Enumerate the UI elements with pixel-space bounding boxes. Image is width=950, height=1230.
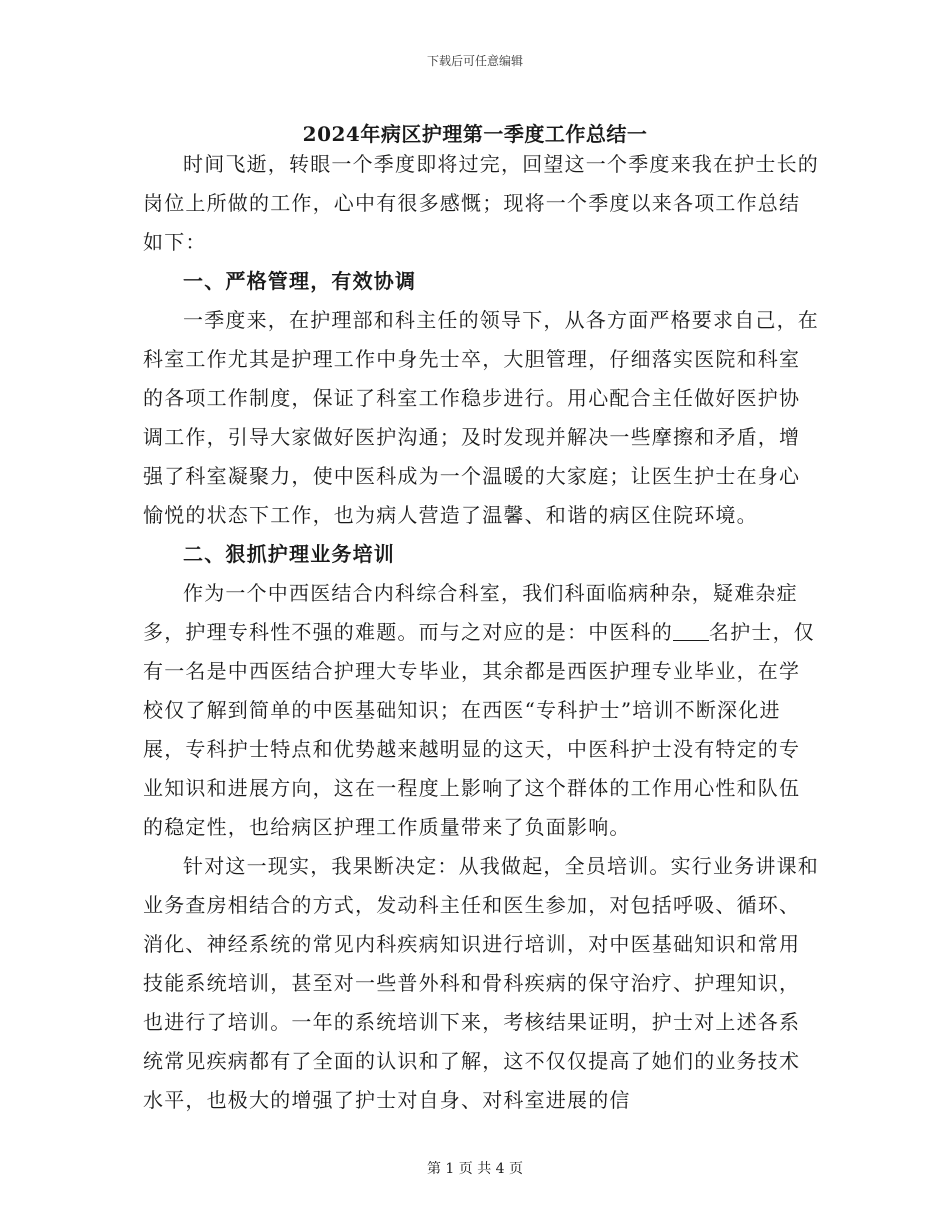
section-1-paragraph: 一季度来，在护理部和科主任的领导下，从各方面严格要求自己，在科室工作尤其是护理工作中身先士卒，大胆管理，仔细落实医院和科室的各项工作制度，保证了科室工作稳步进行。用心配合主任做好医护协调工作，引导大家做好医护沟通；及时发现并解决一些摩擦和矛盾，增强了科室凝聚力，使中医科成为一个温暖的大家庭；让医生护士在身心愉悦的状态下工作，也为病人营造了温馨、和谐的病区住院环境。 [143,308,819,527]
document-title: 2024年病区护理第一季度工作总结一 [302,122,648,146]
paragraph-text-part-2: 名护士，仅有一名是中西医结合护理大专毕业，其余都是西医护理专业毕业，在学校仅了解到简单的中医基础知识；在西医“专科护士”培训不断深化进展，专科护士特点和优势越来越明显的这天，中医科护士没有特定的专业知识和进展方向，这在一程度上影响了这个群体的工作用心性和队伍的稳定性，也给病区护理工作质量带来了负面影响。 [143,620,815,839]
section-1-heading: 一、严格管理，有效协调 [183,269,417,293]
section-2-paragraph-2: 针对这一现实，我果断决定：从我做起，全员培训。实行业务讲课和业务查房相结合的方式，发动科主任和医生参加，对包括呼吸、循环、消化、神经系统的常见内科疾病知识进行培训，对中医基础知识和常用技能系统培训，甚至对一些普外科和骨科疾病的保守治疗、护理知识，也进行了培训。一年的系统培训下来，考核结果证明，护士对上述各系统常见疾病都有了全面的认识和了解，这不仅仅提高了她们的业务技术水平，也极大的增强了护士对自身、对科室进展的信 [143,854,819,1112]
fill-in-blank [673,622,709,641]
page-footer: 第 1 页 共 4 页 [426,1161,524,1177]
section-2-paragraph-1 [143,574,821,847]
header-note: 下载后可任意编辑 [426,54,523,68]
paragraph-text-part-1: 作为一个中西医结合内科综合科室，我们科面临病种杂，疑难杂症多，护理专科性不强的难题。而与之对应的是：中医科的 [143,581,798,644]
intro-paragraph: 时间飞逝，转眼一个季度即将过完，回望这一个季度来我在护士长的岗位上所做的工作，心中有很多感慨；现将一个季度以来各项工作总结如下： [143,152,819,254]
document-body [143,145,821,1120]
section-2-heading: 二、狠抓护理业务培训 [183,542,395,566]
